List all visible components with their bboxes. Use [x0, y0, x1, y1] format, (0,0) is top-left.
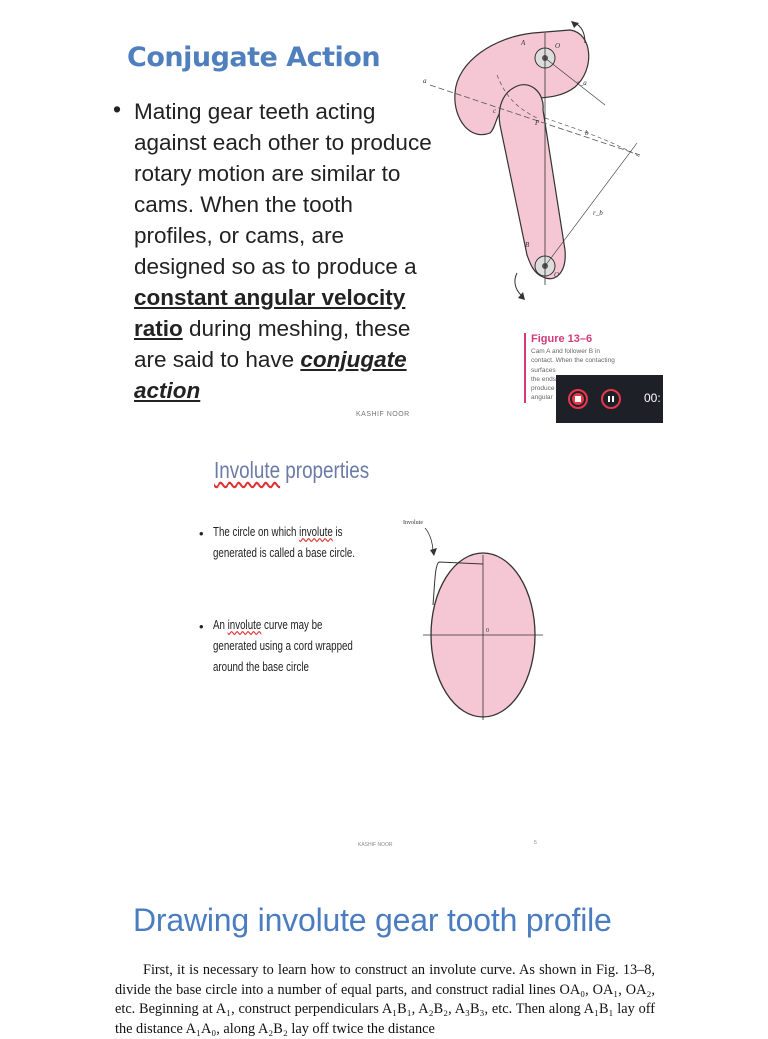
label-a: A [521, 39, 526, 47]
label-ra: r_a [577, 79, 587, 87]
bullet-marker: • [113, 96, 122, 122]
body-text-b: during meshing, these are said to have [134, 316, 411, 372]
author-footer: KASHIF NOOR [356, 411, 410, 418]
follower-b-shape [499, 85, 565, 279]
figure-caption-text: Cam A and follower B in contact. When the contacting surfaces the ends produce angular [531, 348, 615, 402]
bullet-marker: • [199, 526, 204, 541]
author-footer: KASHIF NOOR [358, 842, 393, 848]
label-p: P [535, 119, 540, 127]
stop-recording-button[interactable] [568, 389, 588, 409]
page-number: 5 [534, 840, 537, 846]
label-b-lower: b [585, 129, 589, 137]
cam-follower-figure [415, 15, 655, 305]
label-a-lower: a [423, 77, 427, 85]
bullet-marker: • [199, 619, 204, 634]
bullet-base-circle: The circle on which involute is generated is called a base circle. [213, 525, 356, 560]
recording-timer: 00: [644, 391, 661, 405]
label-c: c [493, 107, 497, 115]
label-b: B [525, 241, 530, 249]
involute-label: Involute [403, 520, 423, 526]
label-o-bottom: O [554, 271, 560, 279]
slide3-title: Drawing involute gear tooth profile [133, 902, 612, 938]
slide1-body [134, 96, 434, 406]
center-label: 0 [486, 628, 489, 634]
pause-recording-button[interactable] [601, 389, 621, 409]
slide-conjugate-action [0, 0, 768, 440]
involute-figure [395, 510, 555, 735]
emphasis-constant-angular-velocity-ratio: constant angular velocity ratio [134, 285, 406, 341]
recording-toolbar [556, 375, 663, 423]
label-rb: r_b [593, 209, 603, 217]
figure-caption-title: Figure 13–6 [531, 333, 593, 345]
slide-involute-properties [0, 440, 768, 860]
emphasis-conjugate-action: conjugate action [134, 347, 407, 403]
slide-drawing-involute [0, 880, 768, 1037]
slide2-title: Involute properties [214, 457, 370, 483]
label-o-top: O [555, 42, 561, 50]
body-text-a: Mating gear teeth acting against each other to produce rotary motion are similar to cams. When the tooth profiles, or cams, are designed so as to produce a [134, 99, 432, 279]
title-underlined-word: Involute [214, 457, 281, 483]
bullet-cord-wrapped: An involute curve may be generated using a cord wrapped around the base circle [213, 618, 353, 674]
slide3-paragraph: First, it is necessary to learn how to construct an involute curve. As shown in Fig. 13–8, divide the base circle into a number of equal parts, and construct radial lines OA₀, OA₁, OA₂, etc. Beginning at A₁, construct perpendiculars A₁B₁, A₂B₂, A₃B₃, etc. Then along A₁B₁ lay off the distance A₁A₀, along A₂B₂ lay off twice the distance [115, 962, 655, 1037]
slide1-title: Conjugate Action [127, 42, 381, 73]
